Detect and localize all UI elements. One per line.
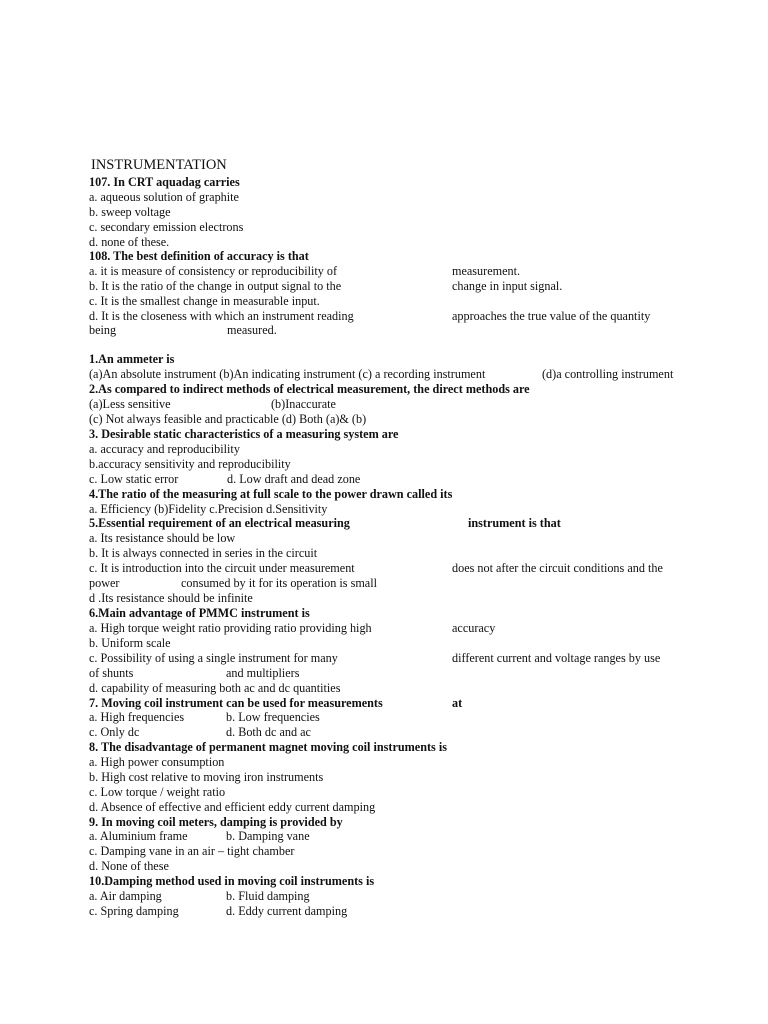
options-1: (a)An absolute instrument (b)An indicating instrument (c) a recording instrument [89,367,486,381]
question-8: 8. The disadvantage of permanent magnet moving coil instruments is [89,740,447,754]
option-6-c: c. Possibility of using a single instrument for many [89,651,338,665]
question-5-cont: instrument is that [468,516,561,530]
option-6-c-cont-3: and multipliers [226,666,300,680]
option-108-d-cont-2: being [89,323,117,337]
option-3-d: d. Low draft and dead zone [227,472,361,486]
option-8-a: a. High power consumption [89,755,225,769]
option-107-a: a. aqueous solution of graphite [89,190,239,204]
option-5-c: c. It is introduction into the circuit under measurement [89,561,355,575]
option-8-b: b. High cost relative to moving iron instruments [89,770,324,784]
option-3-c: c. Low static error [89,472,179,486]
question-7-cont: at [452,696,463,710]
option-7-d: d. Both dc and ac [226,725,311,739]
option-6-a: a. High torque weight ratio providing ratio providing high [89,621,372,635]
option-2-a: (a)Less sensitive [89,397,171,411]
question-5: 5.Essential requirement of an electrical measuring [89,516,350,530]
option-7-a: a. High frequencies [89,710,185,724]
option-107-c: c. secondary emission electrons [89,220,244,234]
option-6-a-cont: accuracy [452,621,496,635]
option-10-d: d. Eddy current damping [226,904,348,918]
option-107-b: b. sweep voltage [89,205,171,219]
option-8-c: c. Low torque / weight ratio [89,785,226,799]
option-5-b: b. It is always connected in series in the circuit [89,546,318,560]
option-6-c-cont: different current and voltage ranges by use [452,651,661,665]
option-108-d: d. It is the closeness with which an instrument reading [89,309,354,323]
option-108-d-cont-3: measured. [227,323,277,337]
option-6-b: b. Uniform scale [89,636,171,650]
option-6-d: d. capability of measuring both ac and dc quantities [89,681,341,695]
question-9: 9. In moving coil meters, damping is provided by [89,815,343,829]
option-5-d: d .Its resistance should be infinite [89,591,253,605]
option-2-b: (b)Inaccurate [271,397,336,411]
option-9-d: d. None of these [89,859,169,873]
option-8-d: d. Absence of effective and efficient eddy current damping [89,800,376,814]
options-4: a. Efficiency (b)Fidelity c.Precision d.Sensitivity [89,502,328,516]
option-3-a: a. accuracy and reproducibility [89,442,240,456]
option-108-a: a. it is measure of consistency or reproducibility of [89,264,338,278]
option-9-c: c. Damping vane in an air – tight chamber [89,844,295,858]
option-10-a: a. Air damping [89,889,162,903]
option-9-a: a. Aluminium frame [89,829,188,843]
question-10: 10.Damping method used in moving coil instruments is [89,874,375,888]
question-1: 1.An ammeter is [89,352,175,366]
option-108-b-cont: change in input signal. [452,279,563,293]
option-108-c: c. It is the smallest change in measurable input. [89,294,320,308]
question-7: 7. Moving coil instrument can be used for measurements [89,696,383,710]
option-5-a: a. Its resistance should be low [89,531,236,545]
option-3-b: b.accuracy sensitivity and reproducibility [89,457,291,471]
document-title: INSTRUMENTATION [91,157,227,173]
option-7-c: c. Only dc [89,725,140,739]
question-4: 4.The ratio of the measuring at full scale to the power drawn called its [89,487,453,501]
option-10-b: b. Fluid damping [226,889,310,903]
question-2: 2.As compared to indirect methods of electrical measurement, the direct methods are [89,382,530,396]
option-108-b: b. It is the ratio of the change in output signal to the [89,279,342,293]
question-108: 108. The best definition of accuracy is that [89,249,309,263]
question-3: 3. Desirable static characteristics of a measuring system are [89,427,399,441]
option-7-b: b. Low frequencies [226,710,320,724]
option-108-a-cont: measurement. [452,264,521,278]
question-6: 6.Main advantage of PMMC instrument is [89,606,310,620]
option-5-c-cont-2: power [89,576,120,590]
option-5-c-cont: does not after the circuit conditions and the [452,561,663,575]
option-9-b: b. Damping vane [226,829,310,843]
option-5-c-cont-3: consumed by it for its operation is small [181,576,377,590]
question-107: 107. In CRT aquadag carries [89,175,240,189]
option-6-c-cont-2: of shunts [89,666,134,680]
option-2-cd: (c) Not always feasible and practicable (d) Both (a)& (b) [89,412,367,426]
option-10-c: c. Spring damping [89,904,179,918]
option-1-d: (d)a controlling instrument [542,367,674,381]
option-108-d-cont: approaches the true value of the quantity [452,309,651,323]
option-107-d: d. none of these. [89,235,170,249]
